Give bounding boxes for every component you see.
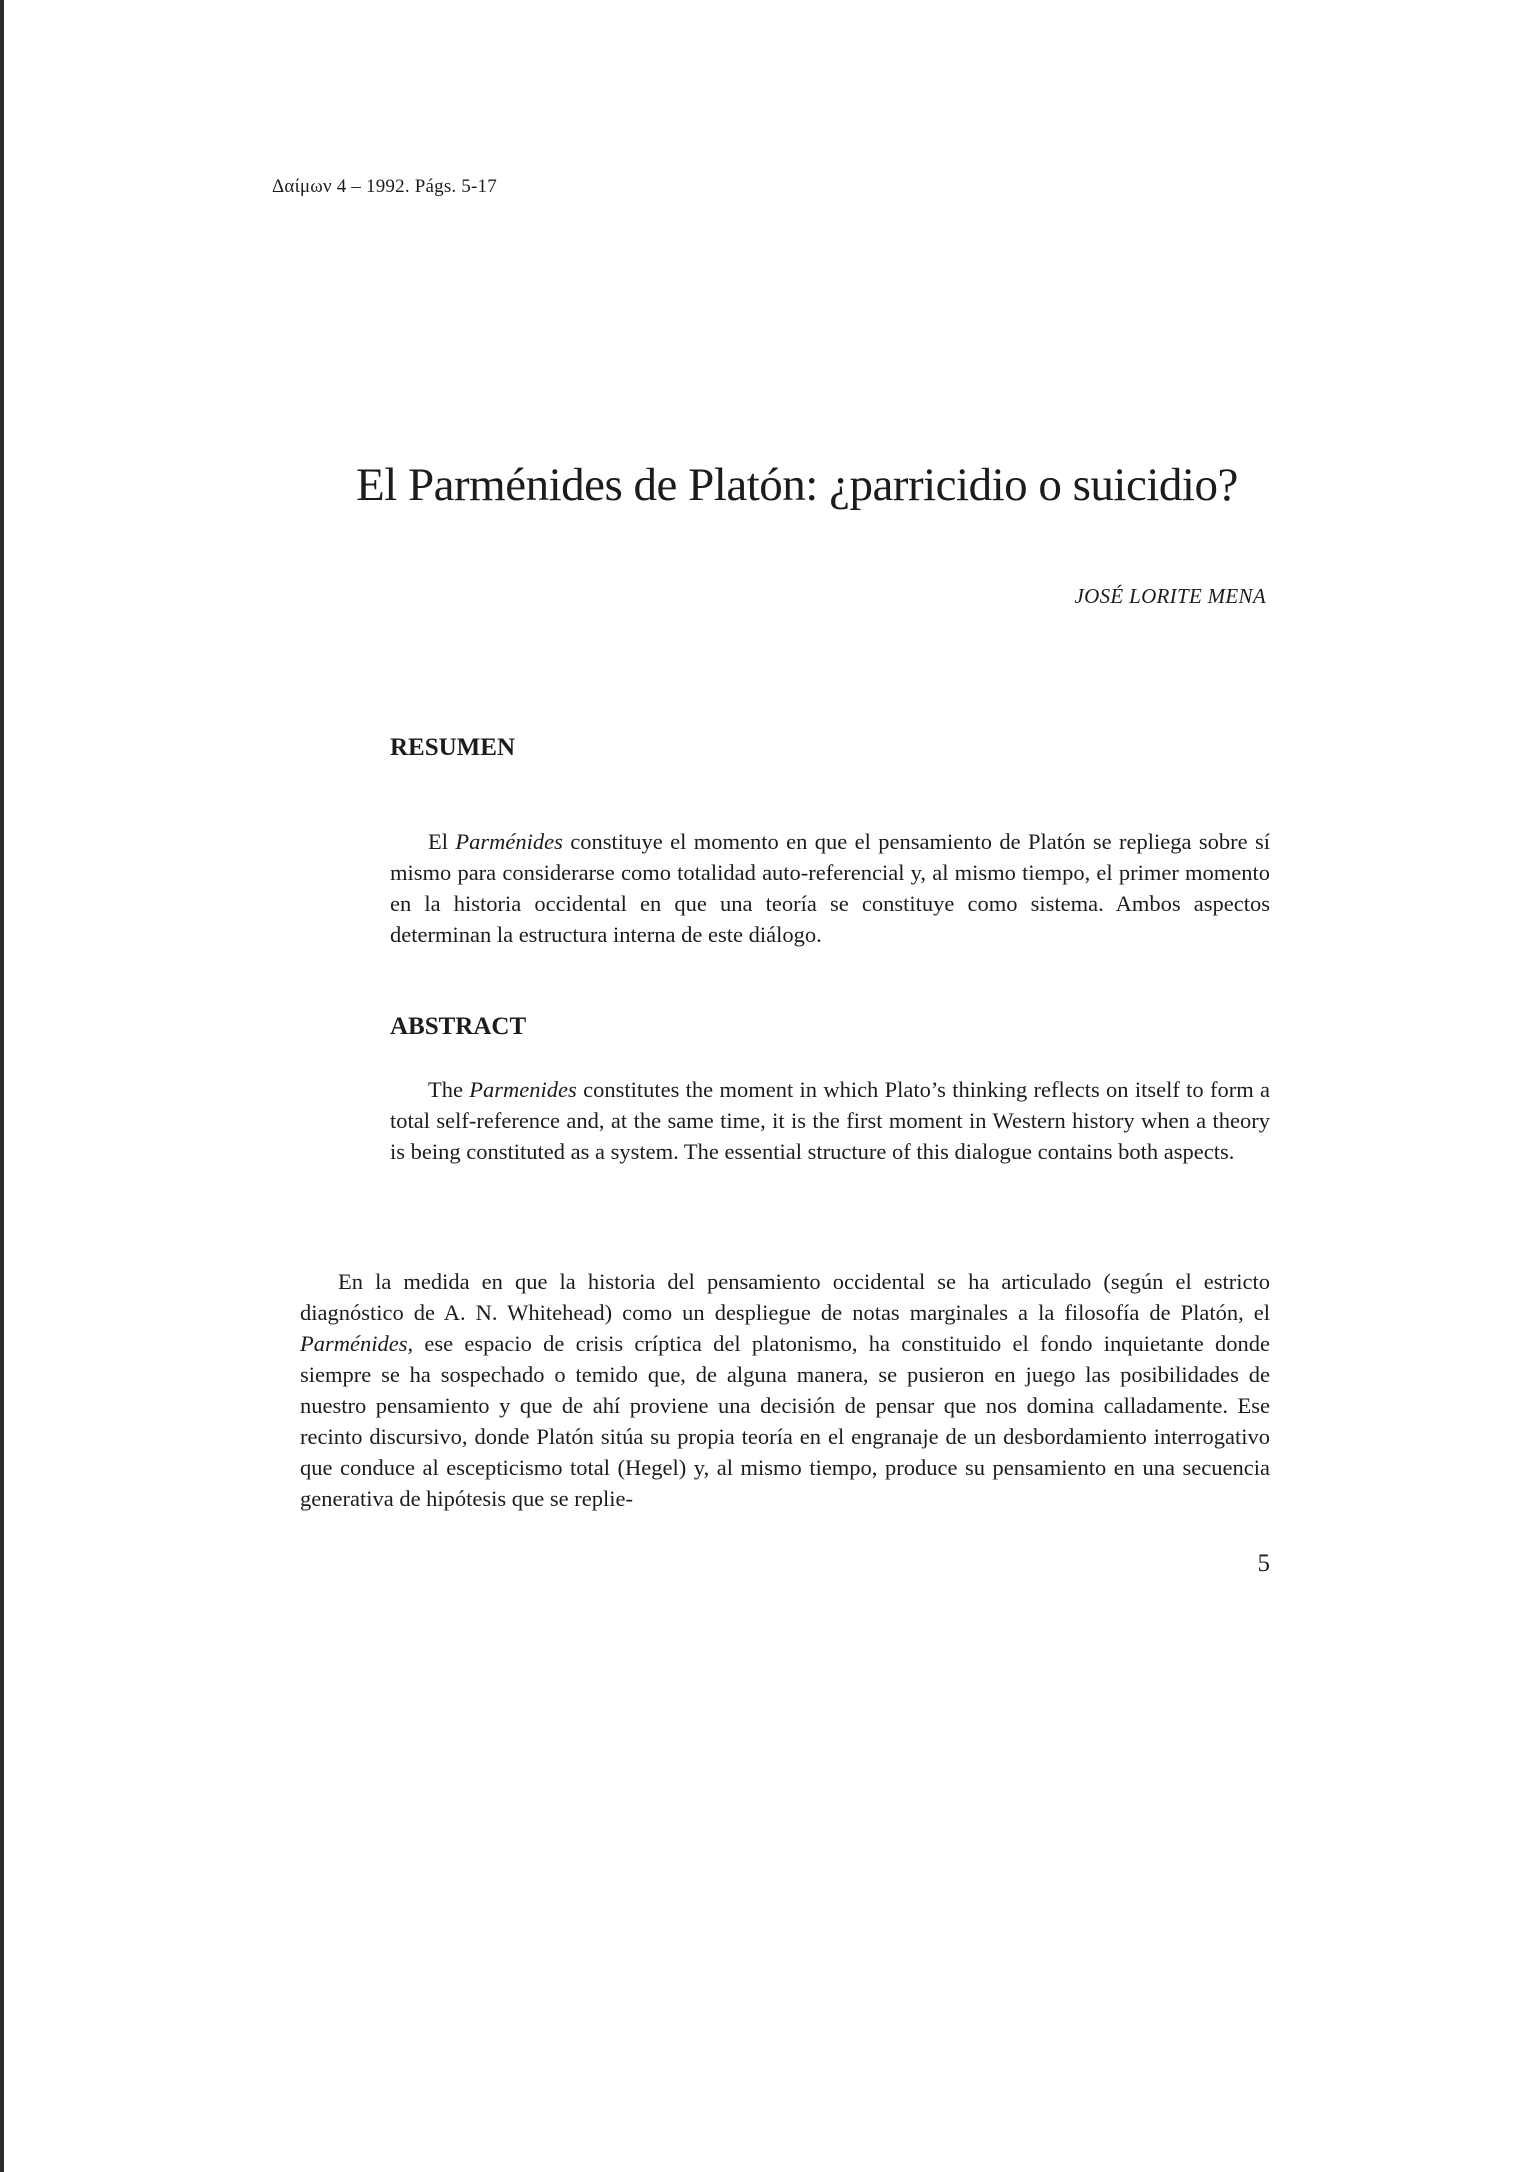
- author-name: JOSÉ LORITE MENA: [1074, 584, 1266, 608]
- resumen-paragraph: [390, 826, 1270, 950]
- body-text-part2: , ese espacio de crisis críptica del platonismo, ha constituido el fondo inquietante donde siempre se ha sospechado o temido que, de alguna manera, se pusieron en juego las posibilidades de nuestro pensamiento y que de ahí proviene una decisión de pensar que nos domina calladamente. Ese recinto discursivo, donde Platón sitúa su propia teoría en el engranaje de un desbordamiento interrogativo que conduce al escepticismo total (Hegel) y, al mismo tiempo, produce su pensamiento en una secuencia generativa de hipótesis que se replie-: [300, 1331, 1270, 1511]
- body-paragraph: [300, 1266, 1270, 1514]
- body-italic-title: Parménides: [300, 1331, 408, 1356]
- page-number: 5: [1257, 1550, 1270, 1577]
- abstract-paragraph: [390, 1074, 1270, 1167]
- abstract-heading: ABSTRACT: [390, 1013, 527, 1040]
- resumen-heading: RESUMEN: [390, 734, 516, 761]
- body-text-part1: En la medida en que la historia del pensamiento occidental se ha articulado (según el estricto diagnóstico de A. N. Whitehead) como un despliegue de notas marginales a la filosofía de Platón, el: [300, 1269, 1270, 1325]
- running-head: Δαίμων 4 – 1992. Págs. 5-17: [272, 176, 497, 197]
- article-title: El Parménides de Platón: ¿parricidio o suicidio?: [356, 459, 1238, 511]
- abstract-text: constitutes the moment in which Plato’s thinking reflects on itself to form a total self-reference and, at the same time, it is the first moment in Western history when a theory is being constituted as a system. The essential structure of this dialogue contains both aspects.: [390, 1077, 1270, 1164]
- abstract-lead: The: [428, 1077, 470, 1102]
- page-edge-shadow: [0, 0, 4, 2172]
- resumen-text: constituye el momento en que el pensamiento de Platón se repliega sobre sí mismo para considerarse como totalidad auto-referencial y, al mismo tiempo, el primer momento en la historia occidental en que una teoría se constituye como sistema. Ambos aspectos determinan la estructura interna de este diálogo.: [390, 829, 1270, 947]
- abstract-italic-title: Parmenides: [469, 1077, 577, 1102]
- resumen-italic-title: Parménides: [455, 829, 563, 854]
- resumen-lead: El: [428, 829, 456, 854]
